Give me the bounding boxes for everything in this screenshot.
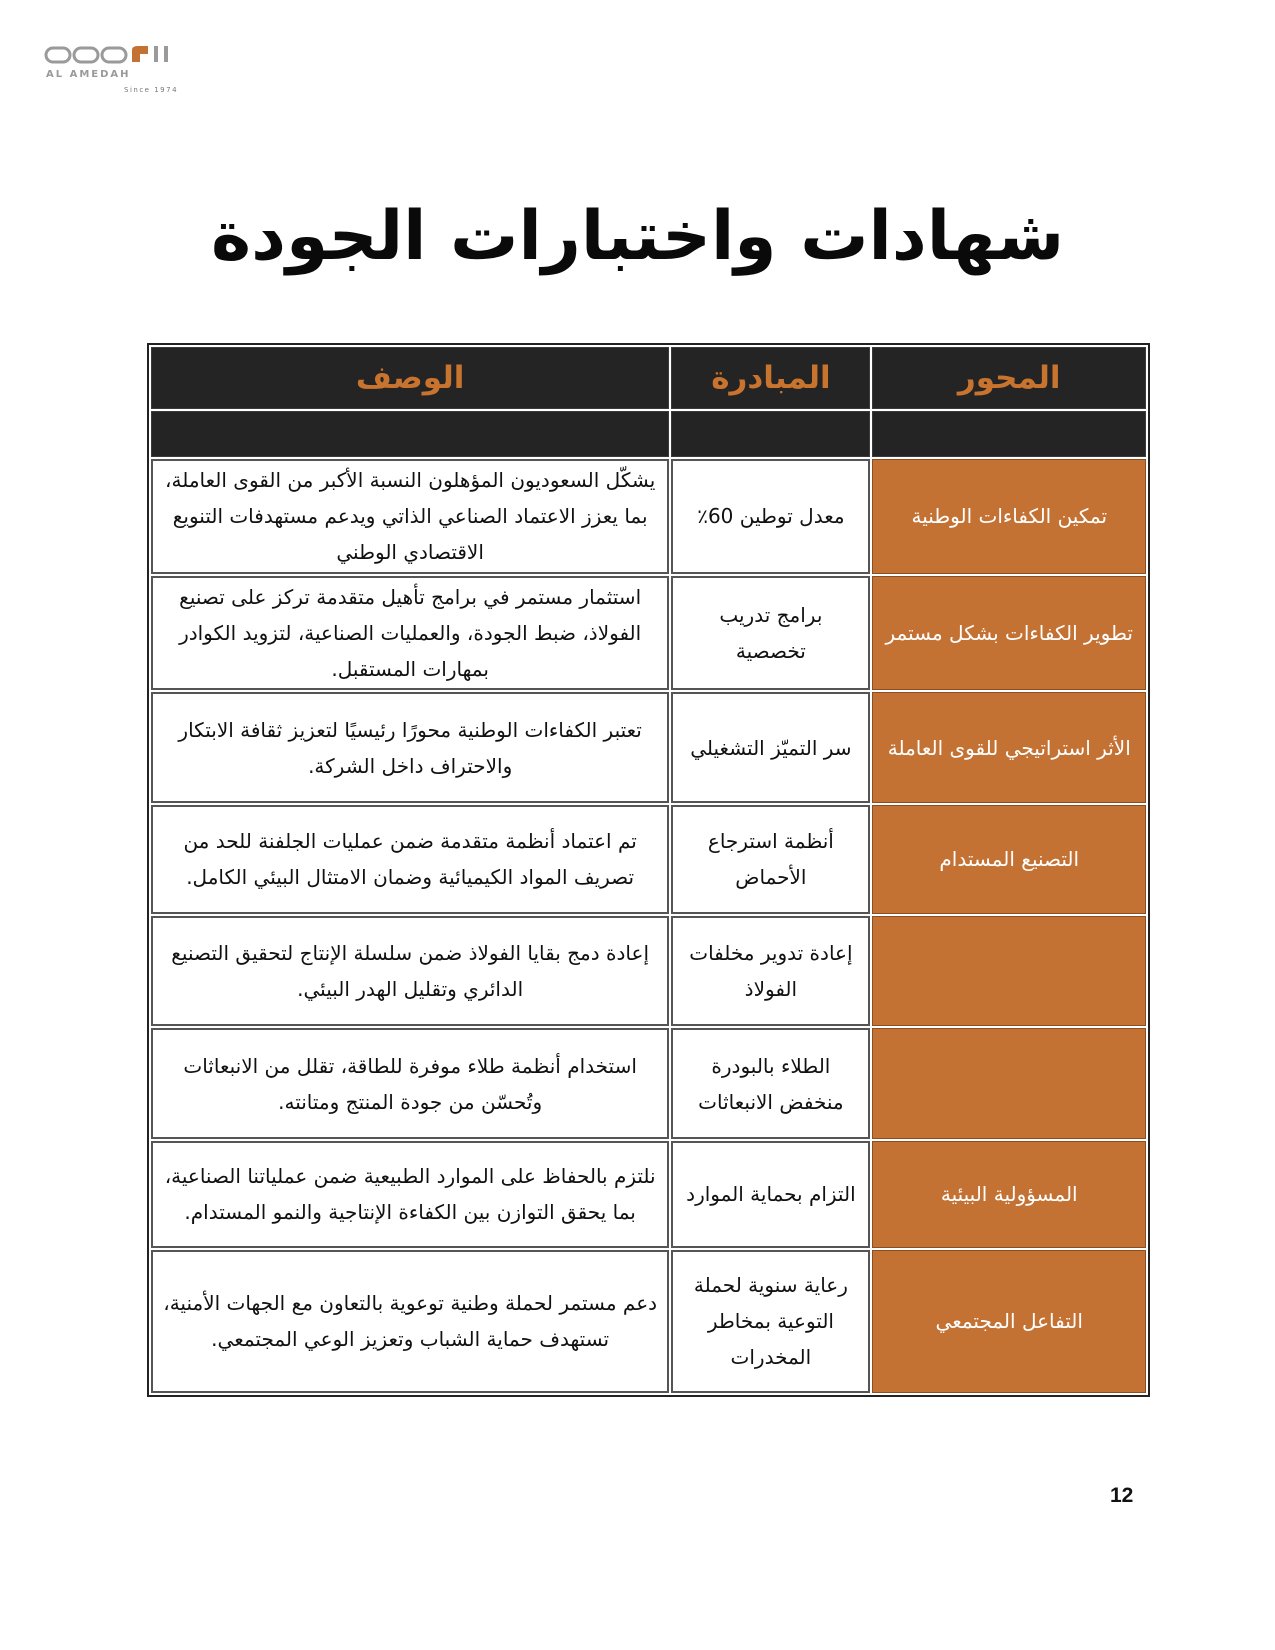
description-cell: استثمار مستمر في برامج تأهيل متقدمة تركز على تصنيع الفولاذ، ضبط الجودة، والعمليات الصناعية، لتزويد الكوادر بمهارات المستقبل.: [151, 576, 669, 691]
header-description: الوصف: [151, 347, 669, 409]
axis-cell: المسؤولية البيئية: [872, 1141, 1146, 1248]
table-row: [151, 576, 1146, 691]
header-spacer: [872, 411, 1146, 457]
axis-cell: التصنيع المستدام: [872, 805, 1146, 914]
table-row: [151, 459, 1146, 574]
axis-cell: [872, 916, 1146, 1027]
initiative-cell: الطلاء بالبودرة منخفض الانبعاثات: [671, 1028, 870, 1139]
page-number: 12: [1110, 1484, 1134, 1507]
description-cell: إعادة دمج بقايا الفولاذ ضمن سلسلة الإنتاج لتحقيق التصنيع الدائري وتقليل الهدر البيئي.: [151, 916, 669, 1027]
initiative-cell: أنظمة استرجاع الأحماض: [671, 805, 870, 914]
description-cell: استخدام أنظمة طلاء موفرة للطاقة، تقلل من الانبعاثات وتُحسّن من جودة المنتج ومتانته.: [151, 1028, 669, 1139]
company-logo: [44, 44, 204, 102]
initiative-cell: رعاية سنوية لحملة التوعية بمخاطر المخدرات: [671, 1250, 870, 1393]
axis-cell: [872, 1028, 1146, 1139]
table-row: [151, 1028, 1146, 1139]
table-row: [151, 692, 1146, 803]
table-row: [151, 805, 1146, 914]
initiatives-table: [147, 343, 1150, 1397]
header-initiative: المبادرة: [671, 347, 870, 409]
axis-cell: تمكين الكفاءات الوطنية: [872, 459, 1146, 574]
initiative-cell: إعادة تدوير مخلفات الفولاذ: [671, 916, 870, 1027]
header-spacer: [151, 411, 669, 457]
header-spacer: [671, 411, 870, 457]
table-row: [151, 916, 1146, 1027]
description-cell: تعتبر الكفاءات الوطنية محورًا رئيسيًا لتعزيز ثقافة الابتكار والاحتراف داخل الشركة.: [151, 692, 669, 803]
description-cell: تم اعتماد أنظمة متقدمة ضمن عمليات الجلفنة للحد من تصريف المواد الكيميائية وضمان الامتثال البيئي الكامل.: [151, 805, 669, 914]
logo-latin-text: AL AMEDAH: [46, 69, 131, 80]
description-cell: دعم مستمر لحملة وطنية توعوية بالتعاون مع الجهات الأمنية، تستهدف حماية الشباب وتعزيز الوعي المجتمعي.: [151, 1250, 669, 1393]
axis-cell: تطوير الكفاءات بشكل مستمر: [872, 576, 1146, 691]
description-cell: نلتزم بالحفاظ على الموارد الطبيعية ضمن عملياتنا الصناعية، بما يحقق التوازن بين الكفاءة الإنتاجية والنمو المستدام.: [151, 1141, 669, 1248]
initiative-cell: برامج تدريب تخصصية: [671, 576, 870, 691]
description-cell: يشكّل السعوديون المؤهلون النسبة الأكبر من القوى العاملة، بما يعزز الاعتماد الصناعي الذاتي ويدعم مستهدفات التنويع الاقتصادي الوطني: [151, 459, 669, 574]
initiative-cell: سر التميّز التشغيلي: [671, 692, 870, 803]
axis-cell: التفاعل المجتمعي: [872, 1250, 1146, 1393]
table-row: [151, 1250, 1146, 1393]
axis-cell: الأثر استراتيجي للقوى العاملة: [872, 692, 1146, 803]
page-title: شهادات واختبارات الجودة: [210, 197, 1065, 276]
table-row: [151, 1141, 1146, 1248]
initiative-cell: التزام بحماية الموارد: [671, 1141, 870, 1248]
initiative-cell: معدل توطين 60٪: [671, 459, 870, 574]
header-axis: المحور: [872, 347, 1146, 409]
logo-since-text: Since 1974: [124, 86, 179, 94]
